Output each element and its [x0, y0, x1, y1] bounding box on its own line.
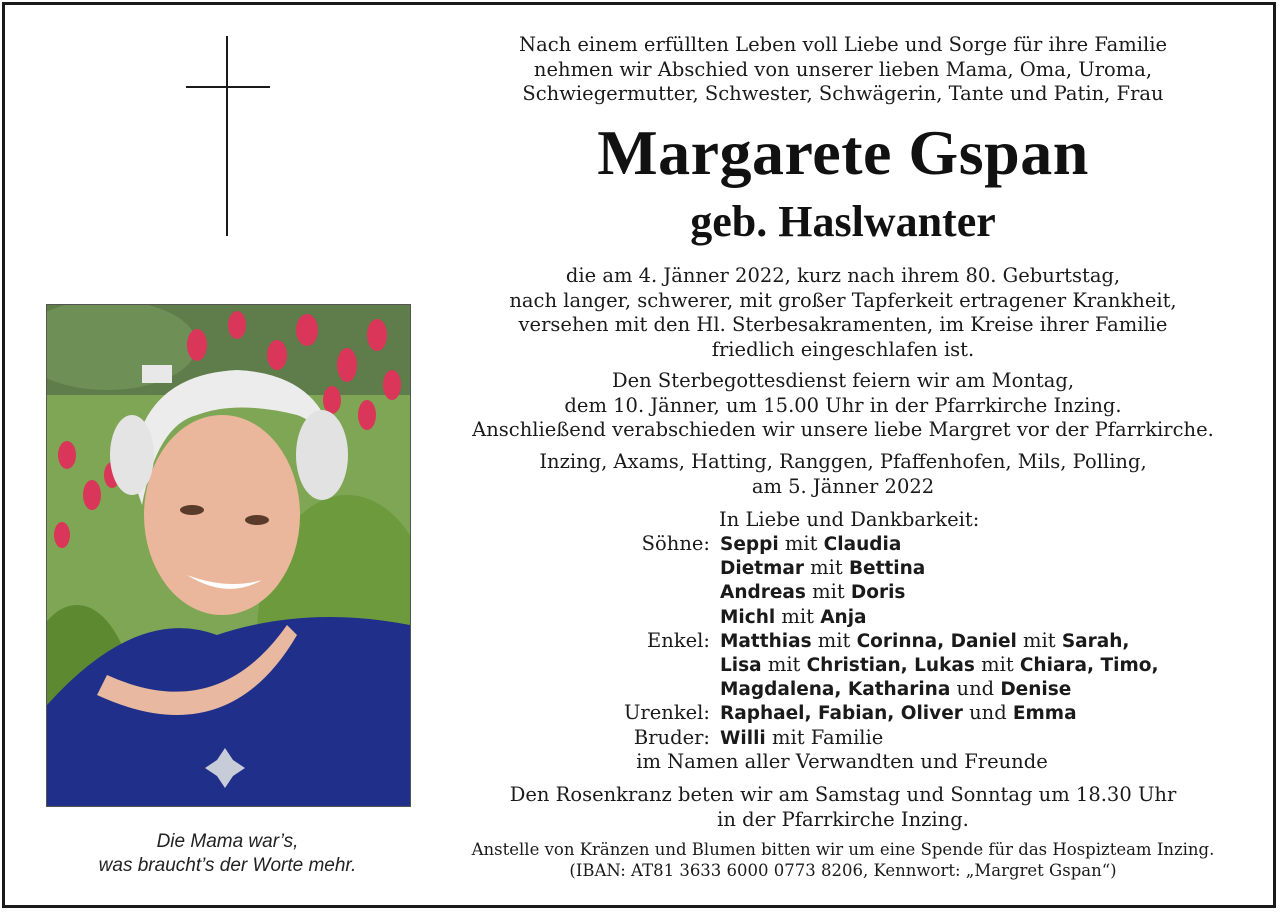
place-line: Inzing, Axams, Hatting, Ranggen, Pfaffenhofen, Mils, Polling,	[539, 450, 1147, 473]
intro-line: Schwiegermutter, Schwester, Schwägerin, Tante und Patin, Frau	[522, 82, 1164, 105]
great-grandchildren-label: Urenkel:	[623, 701, 710, 725]
family-names	[720, 605, 867, 630]
connector: mit	[778, 532, 824, 555]
death-line: versehen mit den Hl. Sterbesakramenten, im Kreise ihrer Familie	[518, 313, 1168, 336]
family-names	[720, 580, 905, 605]
death-line: nach langer, schwerer, mit großer Tapferkeit ertragener Krankheit,	[509, 288, 1177, 312]
brother-label: Bruder:	[633, 725, 710, 749]
date-line: am 5. Jänner 2022	[751, 474, 935, 498]
family-names	[720, 726, 883, 751]
cross-icon-bar	[186, 86, 270, 88]
family-row-great-grandchildren	[440, 701, 1246, 725]
grandchildren-label: Enkel:	[647, 628, 710, 652]
grandchild-name: Denise	[1000, 679, 1072, 701]
death-line: die am 4. Jänner 2022, kurz nach ihrem 80. Geburtstag,	[565, 264, 1121, 287]
family-row-sons	[440, 532, 1246, 556]
son-name: Andreas	[720, 582, 806, 604]
intro-line: nehmen wir Abschied von unserer lieben Mama, Oma, Uroma,	[533, 57, 1153, 81]
deceased-name: Margarete Gspan	[597, 117, 1089, 188]
place-date	[440, 450, 1246, 499]
family-names	[720, 701, 1077, 726]
grandchild-name: Chiara, Timo,	[1019, 654, 1159, 676]
connector: mit	[811, 628, 857, 652]
photo-caption	[46, 830, 409, 878]
great-grandchild-name: Emma	[1012, 703, 1077, 725]
donation-line: Anstelle von Kränzen und Blumen bitten wir um eine Spende für das Hospizteam Inzing.	[471, 840, 1215, 859]
connector: mit	[803, 556, 849, 580]
family-names	[720, 677, 1071, 702]
son-name: Michl	[720, 606, 776, 628]
connector: mit	[974, 652, 1020, 676]
family-row-brother	[440, 726, 1246, 750]
son-name: Seppi	[720, 534, 779, 555]
grandchild-name: Corinna, Daniel	[856, 630, 1017, 652]
death-text	[440, 264, 1246, 362]
service-line: Den Sterbegottesdienst feiern wir am Montag,	[611, 369, 1075, 392]
family-row-son	[440, 605, 1246, 629]
connector: und	[950, 677, 1001, 701]
great-grandchild-name: Raphael, Fabian, Oliver	[720, 703, 963, 725]
connector: mit	[805, 580, 851, 604]
family-names	[720, 653, 1158, 678]
brother-name: Willi	[720, 727, 766, 749]
service-line: dem 10. Jänner, um 15.00 Uhr in der Pfarrkirche Inzing.	[564, 393, 1122, 417]
service-line: Anschließend verabschieden wir unsere liebe Margret vor der Pfarrkirche.	[472, 418, 1214, 441]
grandchild-name: Magdalena, Katharina	[720, 679, 951, 701]
rosary-line: in der Pfarrkirche Inzing.	[717, 807, 969, 831]
connector: und	[962, 701, 1013, 725]
grandchild-name: Matthias	[720, 630, 812, 652]
connector: mit	[775, 604, 821, 628]
partner-name: Bettina	[848, 558, 926, 580]
partner-name: Anja	[820, 606, 867, 628]
rosary-text	[440, 783, 1246, 832]
son-name: Dietmar	[720, 558, 804, 580]
grandchild-name: Sarah,	[1061, 630, 1130, 652]
family-row-grandchildren	[440, 629, 1246, 653]
family-row-son	[440, 580, 1246, 604]
thanks-heading: In Liebe und Dankbarkeit:	[719, 508, 980, 531]
family-names	[720, 532, 901, 557]
family-names	[720, 556, 925, 581]
intro-line: Nach einem erfüllten Leben voll Liebe und Sorge für ihre Familie	[519, 33, 1167, 56]
rosary-line: Den Rosenkranz beten wir am Samstag und Sonntag um 18.30 Uhr	[509, 783, 1177, 806]
family-row-grandchildren	[440, 653, 1246, 677]
cross-icon	[226, 36, 228, 236]
caption-line: Die Mama war’s,	[156, 831, 299, 852]
grandchild-name: Lisa	[720, 654, 762, 676]
family-list	[440, 532, 1246, 750]
grandchild-name: Christian, Lukas	[806, 654, 975, 676]
service-text	[440, 369, 1246, 443]
partner-name: Claudia	[823, 534, 902, 555]
connector: mit	[761, 652, 807, 676]
family-row-grandchildren	[440, 677, 1246, 701]
donation-text	[440, 839, 1246, 881]
maiden-name: geb. Haslwanter	[690, 197, 996, 246]
connector: mit Familie	[765, 725, 884, 749]
caption-line: was braucht’s der Worte mehr.	[98, 855, 357, 876]
family-names	[720, 629, 1129, 654]
intro-text	[440, 33, 1246, 107]
sons-label: Söhne:	[641, 532, 710, 555]
relatives-line: im Namen aller Verwandten und Freunde	[636, 750, 1048, 773]
partner-name: Doris	[850, 582, 906, 604]
portrait-photo	[46, 304, 411, 807]
death-line: friedlich eingeschlafen ist.	[711, 337, 975, 361]
donation-line: (IBAN: AT81 3633 6000 0773 8206, Kennwort: „Margret Gspan“)	[569, 861, 1117, 880]
connector: mit	[1016, 628, 1062, 652]
family-row-son	[440, 556, 1246, 580]
